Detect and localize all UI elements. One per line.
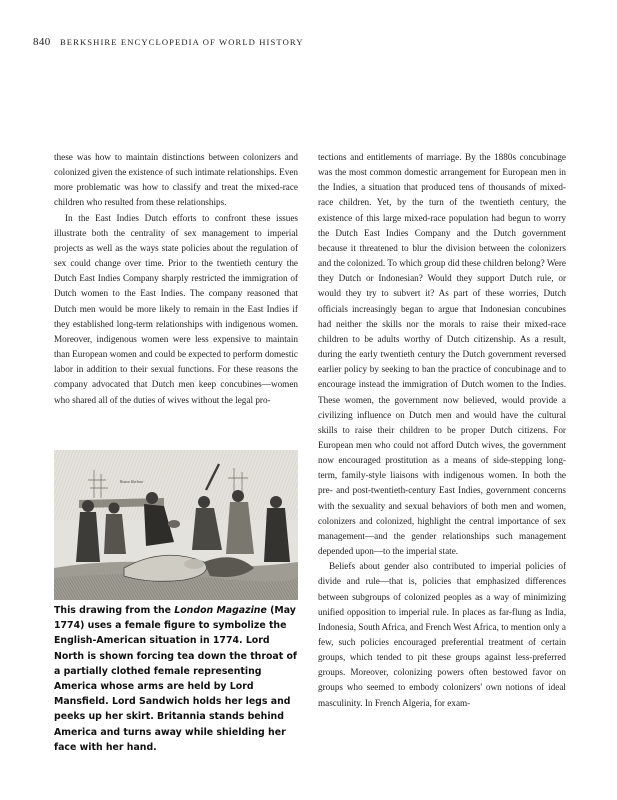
body-paragraph: Beliefs about gender also contributed to imperial policies of divide and rule—that is, policies that emphasized differences between subgroups of colonized peoples as a way of minimizing unified opposition to imperial rule. In places as far-flung as India, Indonesia, South Africa, and French West Africa, to mention only a few, such policies encouraged preferential treatment of certain groups, which tended to pit these groups against less-preferred groups. Moreover, colonizing powers often bestowed favor on groups who seemed to embody colonizers' own notions of ideal masculinity. In French Algeria, for exam- <box>318 561 566 708</box>
running-header <box>33 36 304 48</box>
banner-text: Boston Harbour <box>120 480 144 484</box>
body-paragraph: these was how to maintain distinctions between colonizers and colonized given the existence of such intimate relationships. Even more problematic was how to classify and treat the mixed-race children who resulted from these relationships. <box>54 152 298 208</box>
running-title: BERKSHIRE ENCYCLOPEDIA OF WORLD HISTORY <box>59 37 304 47</box>
engraving-drawing <box>54 450 298 600</box>
right-column <box>318 150 566 711</box>
body-paragraph: tections and entitlements of marriage. By the 1880s concubinage was the most common domestic arrangement for European men in the Indies, a situation that produced tens of thousands of mixed-race children. Yet, by the turn of the twentieth century, the existence of this large mixed-race population had begun to worry the Dutch East Indies Company and the Dutch government because it threatened to blur the division between the colonizers and the colonized. To which group did these children belong? Were they Dutch or Indonesian? Would they support Dutch rule, or would they try to subvert it? As part of these worries, Dutch officials increasingly began to argue that Indonesian concubines had neither the skills nor the morals to raise their mixed-race children to be adults worthy of Dutch citizenship. As a result, during the early twentieth century the Dutch government reversed earlier policy by seeking to ban the practice of concubinage and to encourage instead the immigration of Dutch women to the Indies. These women, the government now believed, would provide a civilizing influence on Dutch men and would have the cultural skills to raise their children to be proper Dutch citizens. For European men who could not afford Dutch wives, the government now encouraged prostitution as a means of side-stepping long-term, family-style liaisons with indigenous women. In both the pre- and post-twentieth-century East Indies, government concerns with the sexuality and sexual behaviors of both men and women, colonizers and colonized, highlight the central importance of sex management—and the gender relationships such management depended upon—to the imperial state. <box>318 152 566 557</box>
caption-text-start: This drawing from the <box>54 605 175 616</box>
page-number: 840 <box>33 36 51 48</box>
caption-text-rest: (May 1774) uses a female figure to symbolize the English-American situation in 1774. Lord North is shown forcing tea down the throat of a partially clothed female representing America whose arms are held by Lord Mansfield. Lord Sandwich holds her legs and peeks up her skirt. Britannia stands behind America and turns away while shielding her face with her hand. <box>54 605 298 753</box>
engraving-illustration <box>54 450 298 600</box>
left-column <box>54 150 298 408</box>
caption-publication-title: London Magazine <box>174 605 267 616</box>
body-paragraph: In the East Indies Dutch efforts to confront these issues illustrate both the centrality of sex management to imperial projects as well as the ways state policies about the regulation of sex could change over time. Prior to the twentieth century the Dutch East Indies Company sharply restricted the immigration of Dutch women to the East Indies. The company reasoned that Dutch men would be more likely to remain in the East Indies if they established long-term relationships with indigenous women. Moreover, indigenous women were less expensive to maintain than European women and could be expected to perform domestic labor in addition to their sexual functions. For these reasons the company advocated that Dutch men keep concubines—women who shared all of the duties of wives without the legal pro- <box>54 212 298 405</box>
figure-caption <box>54 603 302 755</box>
